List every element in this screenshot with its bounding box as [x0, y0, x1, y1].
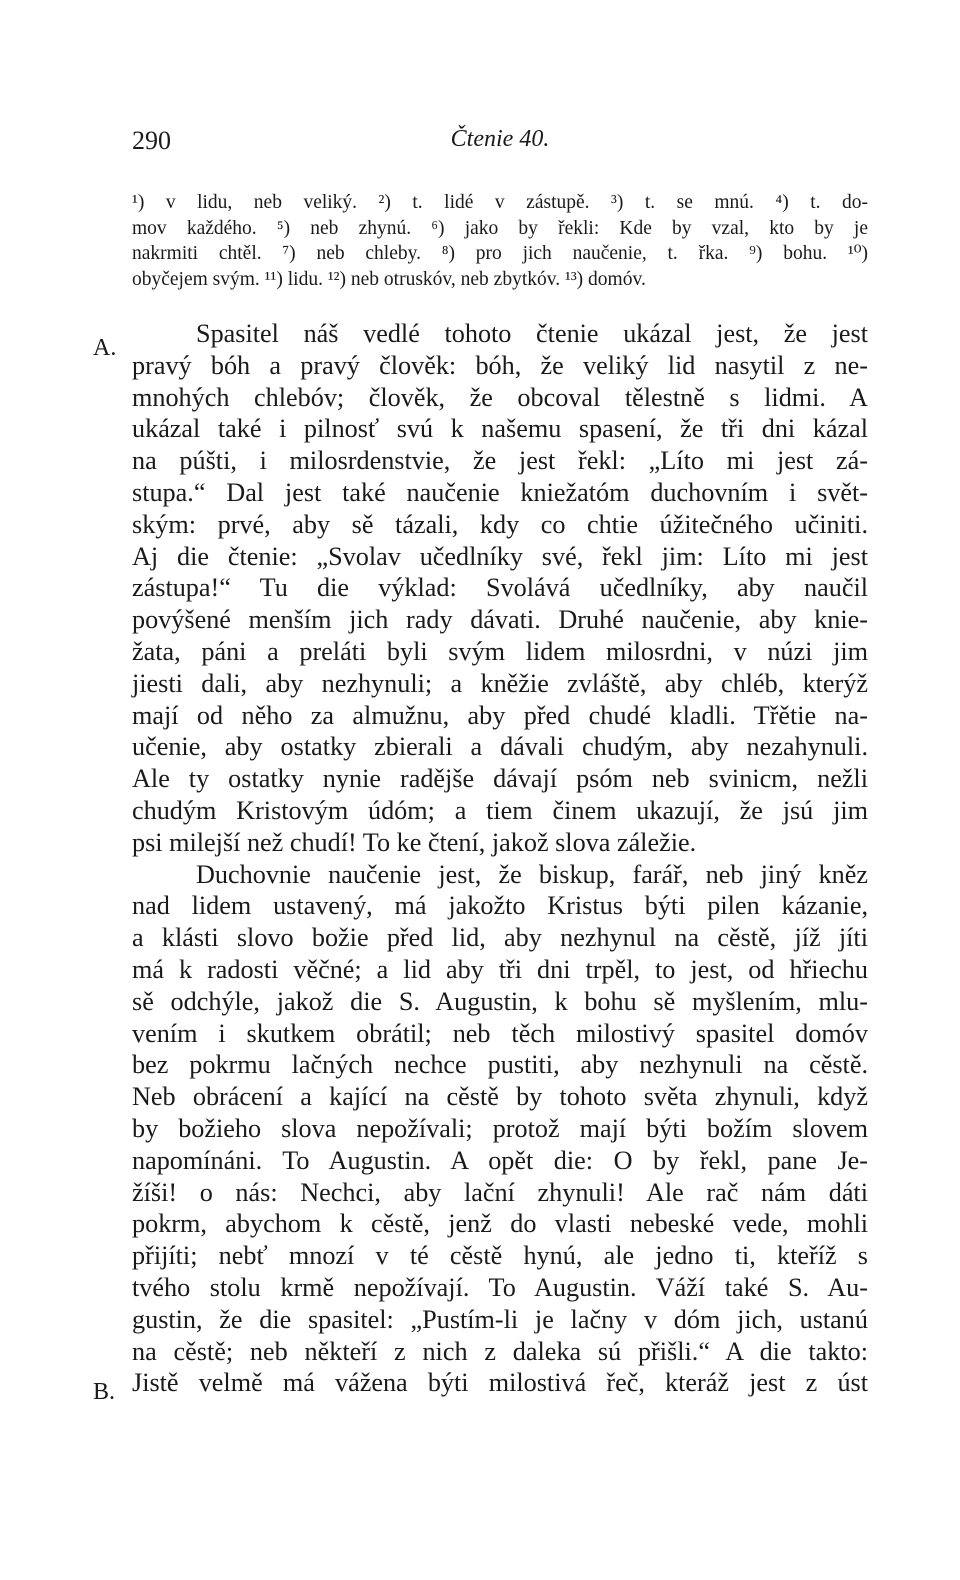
text-line: bez pokrmu lačných nechce pustiti, aby nezhynuli na cěstě.: [132, 1050, 868, 1080]
footnote-line: obyčejem svým. ¹¹) lidu. ¹²) neb otruskóv, neb zbytkóv. ¹³) domóv.: [132, 268, 646, 290]
text-line: povýšené menším jich rady dávati. Druhé naučenie, aby knie-: [132, 605, 868, 635]
text-line: mnohých chlebóv; člověk, že obcoval tělestně s lidmi. A: [132, 382, 868, 412]
text-line: Neb obrácení a kající na cěstě by tohoto světa zhynuli, když: [132, 1082, 868, 1112]
text-line: nad lidem ustavený, má jakožto Kristus býti pilen kázanie,: [132, 891, 868, 921]
text-line: na cěstě; neb někteří z nich z daleka sú přišli.“ A die takto:: [132, 1336, 868, 1366]
text-line: učenie, aby ostatky zbierali a dávali chudým, aby nezahynuli.: [132, 732, 868, 762]
text-line: ukázal také i pilnosť svú k našemu spasení, že tři dni kázal: [132, 414, 868, 444]
text-line: stupa.“ Dal jest také naučenie kniežatóm duchovním i svět-: [132, 477, 868, 507]
text-line: na púšti, i milosrdenstvie, že jest řekl: „Líto mi jest zá-: [132, 446, 868, 476]
text-line: Aj die čtenie: „Svolav učedlníky své, řekl jim: Líto mi jest: [132, 541, 868, 571]
footnote-line: nakrmiti chtěl. ⁷) neb chleby. ⁸) pro jich naučenie, t. řka. ⁹) bohu. ¹⁰): [132, 243, 868, 264]
text-line: žata, páni a preláti byli svým lidem milosrdni, v núzi jim: [132, 636, 868, 666]
text-line: přijíti; nebť mnozí v té cěstě hynú, ale jedno ti, kteříž s: [132, 1241, 868, 1271]
text-line: Ale ty ostatky nynie radějše dávají psóm neb svinicm, nežli: [132, 764, 868, 794]
text-line: vením i skutkem obrátil; neb těch milostivý spasitel domóv: [132, 1018, 868, 1048]
text-line: jiesti dali, aby nezhynuli; a kněžie zvláště, aby chléb, kterýž: [132, 668, 868, 698]
text-line: by božieho slova nepožívali; protož mají býti božím slovem: [132, 1113, 868, 1143]
running-title: Čtenie 40.: [450, 126, 550, 152]
text-line: tvého stolu krmě nepožívají. To Augustin. Váží také S. Au-: [132, 1272, 868, 1302]
text-line: sě odchýle, jakož die S. Augustin, k bohu sě myšlením, mlu-: [132, 986, 868, 1016]
text-line: psi milejší než chudí! To ke čtení, jakož slova záležie.: [132, 827, 697, 857]
text-line: žíši! o nás: Nechci, aby lační zhynuli! Ale rač nám dáti: [132, 1177, 868, 1207]
text-line: Spasitel náš vedlé tohoto čtenie ukázal jest, že jest: [196, 319, 868, 348]
text-line: gustin, že die spasitel: „Pustím-li je lačny v dóm jich, ustanú: [132, 1304, 868, 1334]
text-line: zástupa!“ Tu die výklad: Svolává učedlníky, aby naučil: [132, 573, 868, 603]
text-line: Jistě velmě má vážena býti milostivá řeč, kteráž jest z úst: [132, 1368, 868, 1398]
text-line: pravý bóh a pravý člověk: bóh, že veliký lid nasytil z ne-: [132, 350, 868, 380]
margin-marker-a: A.: [93, 335, 117, 361]
footnote-line: mov každého. ⁵) neb zhynú. ⁶) jako by řekli: Kde by vzal, kto by je: [132, 217, 868, 239]
text-line: má k radosti věčné; a lid aby tři dni trpěl, to jest, od hřiechu: [132, 954, 868, 984]
margin-marker-b: B.: [93, 1379, 116, 1405]
footnotes: [132, 190, 868, 292]
main-text: [132, 318, 868, 1399]
text-line: pokrm, abychom k cěstě, jenž do vlasti nebeské vede, mohli: [132, 1209, 868, 1239]
text-line: a klásti slovo božie před lid, aby nezhynul na cěstě, jíž jíti: [132, 923, 868, 953]
text-line: chudým Kristovým údóm; a tiem činem ukazují, že jsú jim: [132, 795, 868, 825]
text-line: Duchovnie naučenie jest, že biskup, farář, neb jiný kněz: [196, 859, 868, 889]
text-line: ským: prvé, aby sě tázali, kdy co chtie úžitečného učiniti.: [132, 509, 868, 539]
page-header: [132, 126, 868, 162]
page-number: 290: [132, 126, 171, 155]
footnote-line: ¹) v lidu, neb veliký. ²) t. lidé v zástupě. ³) t. se mnú. ⁴) t. do-: [132, 192, 868, 213]
text-line: napomínáni. To Augustin. A opět die: O by řekl, pane Je-: [132, 1145, 868, 1175]
text-line: mají od něho za almužnu, aby před chudé kladli. Třětie na-: [132, 700, 868, 730]
